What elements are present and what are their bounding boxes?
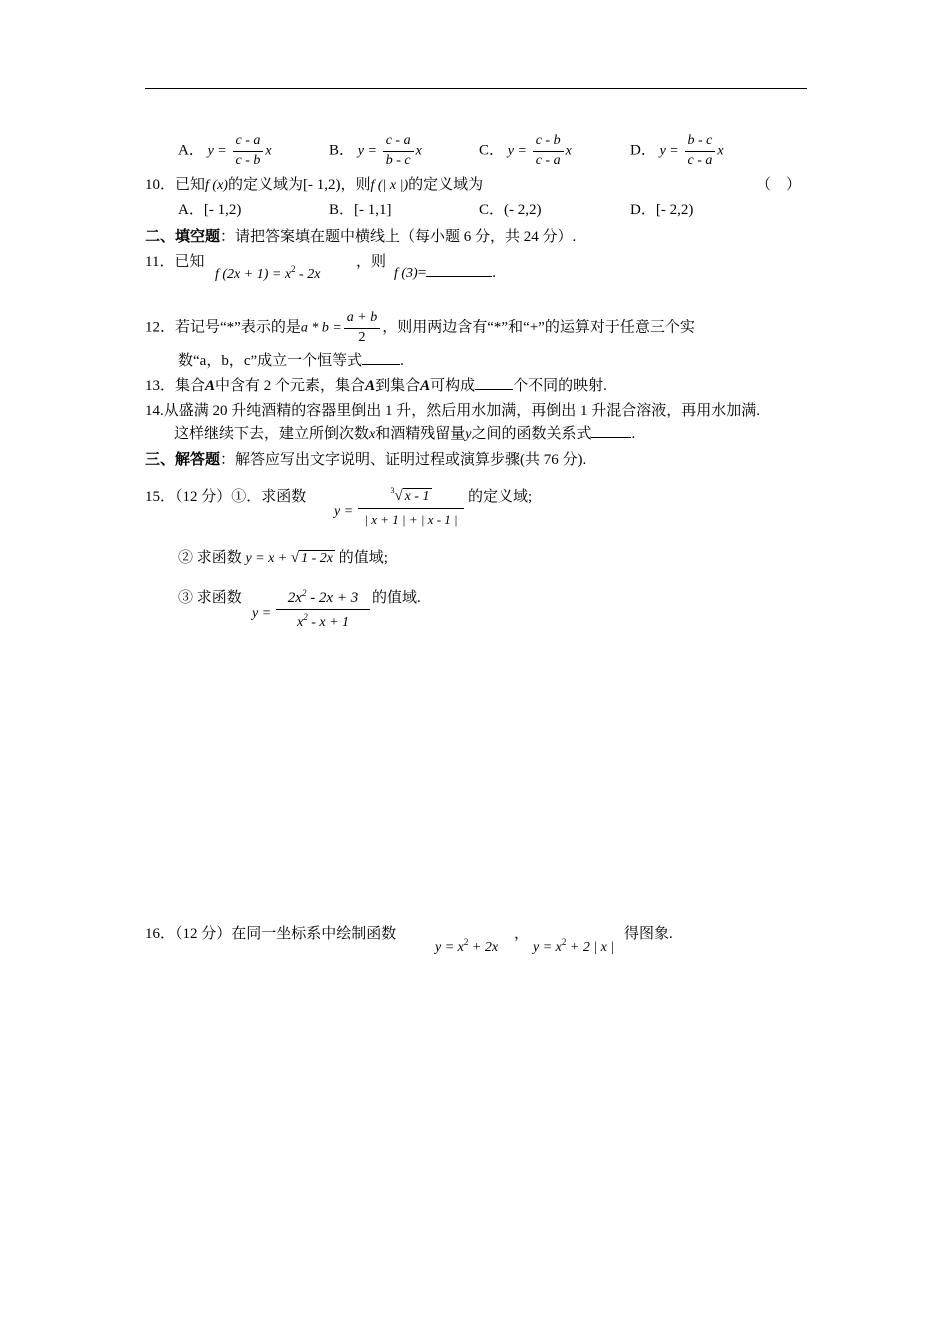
period: . — [631, 426, 636, 442]
math: - 2x + 3 — [306, 590, 359, 606]
section-title: 三、解答题 — [145, 452, 221, 468]
q15-part-3-label: ③ 求函数 — [178, 590, 242, 606]
option-label: A． — [178, 142, 204, 159]
math: A — [365, 378, 376, 394]
q10-stem — [145, 176, 483, 195]
q16-tail: 得图象. — [624, 926, 673, 942]
q15-head — [145, 488, 306, 506]
option-label: C． — [479, 142, 505, 159]
option-label: D． — [630, 142, 656, 159]
text: 数“a，b，c”成立一个恒等式 — [178, 353, 363, 369]
q13-stem — [145, 377, 607, 395]
superscript: 2 — [303, 612, 308, 622]
math-y: y = — [659, 143, 679, 159]
answer-paren: （ ） — [756, 177, 802, 193]
superscript: 2 — [291, 264, 296, 274]
section-desc: ：请把答案填在题中横线上（每小题 6 分，共 24 分）. — [220, 229, 577, 245]
math: - 2x — [295, 267, 321, 282]
q11-stem-b: ，则 — [356, 254, 387, 270]
math: 2x — [287, 590, 302, 606]
math-x: x — [717, 143, 724, 159]
question-number: 15． — [145, 489, 176, 505]
q10-option-d: D．[- 2,2) — [630, 202, 694, 218]
q16-comma: ， — [514, 926, 530, 942]
superscript: 2 — [301, 588, 307, 598]
root-index: 3 — [390, 486, 395, 495]
fraction — [533, 133, 564, 170]
q10-option-c: C．(- 2,2) — [479, 202, 542, 218]
text: （12 分）①．求函数 — [175, 489, 307, 505]
fraction — [344, 310, 380, 347]
numerator: c - b — [533, 133, 564, 152]
fraction — [233, 133, 264, 170]
math: y = — [334, 504, 354, 519]
q16-function-1 — [435, 937, 498, 957]
q14-line-1 — [145, 402, 760, 420]
numerator: c - a — [233, 133, 264, 152]
numerator: a + b — [344, 310, 380, 329]
question-number: 13． — [145, 378, 176, 394]
denominator: c - a — [687, 152, 713, 168]
text: 中含有 2 个元素，集合 — [215, 378, 366, 394]
radicand: 1 - 2x — [301, 551, 333, 566]
math: [- 1,2) — [302, 177, 341, 193]
period: . — [400, 353, 404, 369]
numerator: c - a — [383, 133, 414, 152]
math: y = x — [533, 940, 562, 955]
math-y: y = — [207, 143, 227, 159]
superscript: 2 — [463, 937, 469, 947]
text: ，则 — [340, 177, 371, 193]
math: a * b = — [300, 320, 342, 336]
math-y: y = — [507, 143, 527, 159]
q11-stem-a — [145, 253, 204, 271]
question-number: 16． — [145, 926, 176, 942]
math: - x + 1 — [307, 615, 350, 630]
header-rule — [145, 88, 807, 89]
numerator — [276, 588, 370, 610]
q9-option-c — [479, 133, 572, 170]
math-x: x — [565, 143, 572, 159]
text: 之间的函数关系式 — [471, 426, 592, 442]
text: 的定义域为 — [408, 177, 484, 193]
math-x: x — [265, 143, 272, 159]
radical-sign: √ — [290, 550, 300, 566]
q11-expression — [215, 264, 320, 284]
section-title: 二、填空题 — [145, 229, 221, 245]
text: 的值域; — [338, 550, 388, 566]
text: 集合 — [175, 378, 206, 394]
q15-fraction — [358, 486, 464, 527]
option-label: B． — [329, 142, 355, 159]
math: f (2x + 1) = x — [215, 267, 292, 282]
q15-tail: 的定义域; — [468, 489, 533, 505]
q9-option-d — [630, 133, 724, 170]
fraction — [383, 133, 414, 170]
text: 到集合 — [375, 378, 421, 394]
denominator — [276, 610, 370, 632]
math: y = x + — [245, 551, 291, 566]
text: ，则用两边含有“*”和“+”的运算对于任意三个实 — [382, 319, 695, 336]
q15-part-3-y — [252, 604, 271, 623]
q9-option-a — [178, 133, 272, 170]
question-number: 10． — [145, 177, 176, 193]
q15-part-3-tail: 的值域. — [372, 590, 421, 606]
text: 和酒精残留量 — [375, 426, 466, 442]
question-number: 11． — [145, 254, 175, 270]
math: f (3) — [394, 266, 418, 281]
math: f (| x |) — [370, 178, 409, 193]
math-y: y = — [357, 143, 377, 159]
text: 这样继续下去，建立所倒次数 — [174, 426, 370, 442]
denominator: b - c — [385, 152, 411, 168]
math: y — [465, 427, 472, 442]
text: 从盛满 20 升纯酒精的容器里倒出 1 升，然后用水加满，再倒出 1 升混合溶液，再用水加满. — [163, 403, 761, 419]
denominator: c - b — [235, 152, 261, 168]
superscript: 2 — [561, 937, 567, 947]
text: 可构成 — [430, 378, 476, 394]
q9-option-b — [329, 133, 422, 170]
period: . — [492, 265, 496, 281]
math: A — [205, 378, 216, 394]
answer-blank[interactable] — [475, 377, 513, 390]
q11-f3 — [394, 264, 496, 283]
q12-line-1 — [145, 310, 695, 347]
q16-head — [145, 925, 396, 943]
text: 个不同的映射. — [513, 378, 607, 394]
q10-option-b: B．[- 1,1] — [329, 202, 392, 218]
text: 已知 — [175, 177, 206, 193]
text: （12 分）在同一坐标系中绘制函数 — [175, 926, 397, 942]
denominator: 2 — [358, 329, 366, 345]
text: 的定义域为 — [227, 177, 303, 193]
text: ② 求函数 — [178, 550, 242, 566]
q15-part-3-fraction — [276, 588, 370, 632]
math: x — [369, 427, 376, 442]
section-desc: ：解答应写出文字说明、证明过程或演算步骤(共 76 分). — [220, 452, 587, 468]
math: + 2 | x | — [566, 940, 615, 955]
math-x: x — [415, 143, 422, 159]
equals: = — [417, 265, 427, 281]
section-3-heading — [145, 451, 586, 469]
numerator: b - c — [685, 133, 716, 152]
q10-option-a: A．[- 1,2) — [178, 202, 242, 218]
question-number: 12． — [145, 319, 176, 336]
math: x — [296, 615, 304, 630]
numerator — [358, 486, 464, 509]
q14-line-2 — [174, 425, 635, 444]
q12-line-2 — [178, 352, 404, 370]
answer-blank[interactable] — [591, 425, 631, 438]
fraction — [685, 133, 716, 170]
answer-blank[interactable] — [362, 352, 400, 365]
denominator: | x + 1 | + | x - 1 | — [364, 511, 458, 527]
answer-blank[interactable] — [426, 264, 492, 277]
q15-y-eq — [334, 502, 353, 521]
text: 已知 — [174, 254, 205, 270]
math: y = — [252, 606, 272, 621]
radical-sign: √ — [394, 488, 403, 504]
section-2-heading — [145, 228, 576, 246]
denominator: c - a — [535, 152, 561, 168]
q16-function-2 — [533, 937, 614, 957]
q15-part-2 — [178, 549, 388, 568]
math: f (x) — [205, 178, 228, 193]
radicand: x - 1 — [404, 489, 430, 504]
math: y = x — [435, 940, 464, 955]
question-number: 14. — [145, 403, 164, 419]
math: + 2x — [468, 940, 499, 955]
math: A — [420, 378, 431, 394]
text: 若记号“*”表示的是 — [175, 319, 301, 336]
